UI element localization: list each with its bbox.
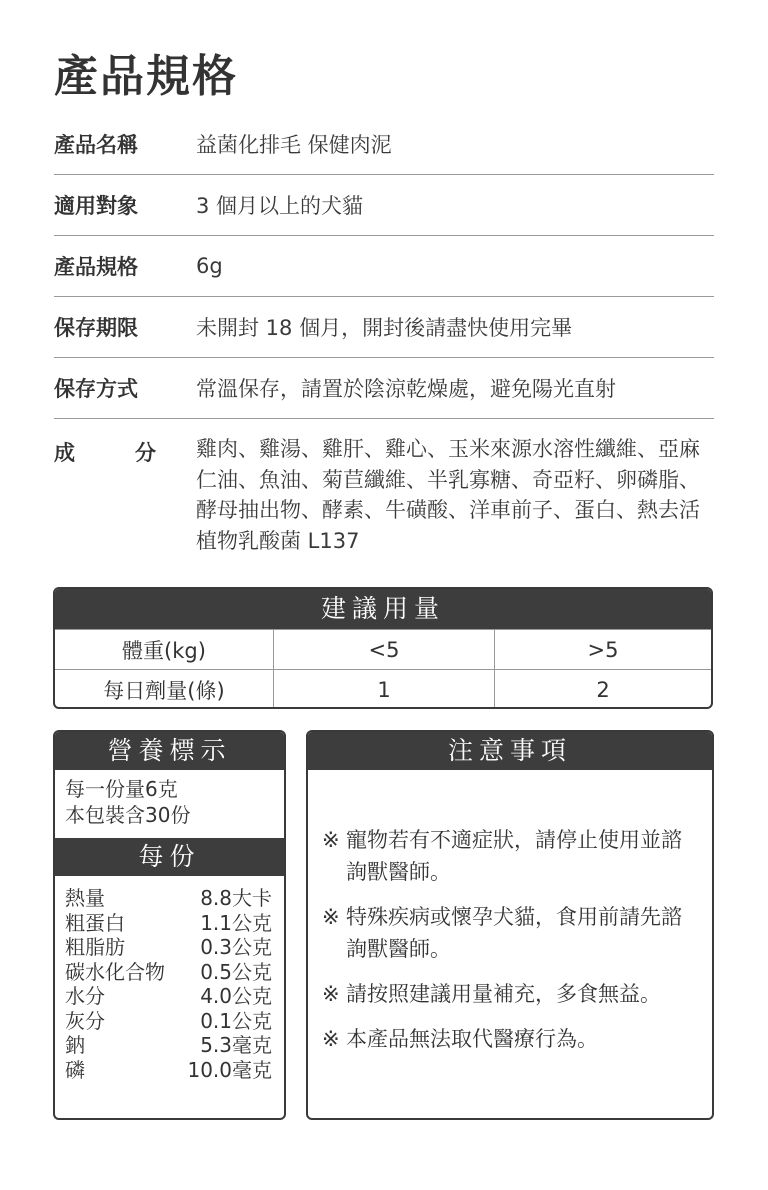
servings-per-pack: 本包裝含30份	[65, 803, 191, 827]
nutrient-value: 5.3毫克	[200, 1033, 272, 1057]
dosage-row-label: 每日劑量(條)	[55, 670, 274, 710]
ingredients-label-char: 分	[135, 441, 156, 465]
reference-mark-icon: ※	[322, 828, 340, 852]
list-item	[65, 886, 272, 911]
nutrient-name: 灰分	[65, 1008, 105, 1033]
notes-list	[308, 770, 712, 1055]
serving-info	[55, 770, 284, 838]
spec-label: 適用對象	[54, 194, 138, 218]
reference-mark-icon: ※	[322, 982, 340, 1006]
ingredients-label-char: 成	[54, 441, 75, 465]
list-item	[322, 824, 702, 888]
spec-label: 產品規格	[54, 255, 138, 279]
nutrient-name: 水分	[65, 984, 105, 1008]
nutrition-header: 營養標示	[55, 732, 284, 770]
notes-header: 注意事項	[308, 732, 712, 770]
table-row	[55, 630, 711, 670]
nutrient-value: 1.1公克	[200, 910, 272, 935]
list-item	[65, 1033, 272, 1058]
nutrient-name: 粗脂肪	[65, 935, 125, 959]
nutrient-name: 熱量	[65, 886, 105, 910]
table-row	[55, 670, 711, 710]
spec-label: 產品名稱	[54, 133, 138, 157]
spec-value: 益菌化排毛 保健肉泥	[196, 133, 392, 157]
nutrient-value: 0.1公克	[200, 1008, 272, 1033]
list-item	[322, 978, 702, 1010]
dosage-table	[53, 587, 713, 709]
nutrient-value: 0.5公克	[200, 959, 272, 984]
spec-row-size	[54, 236, 714, 297]
nutrient-value: 8.8大卡	[200, 886, 272, 910]
dosage-header: 建議用量	[55, 589, 711, 629]
dosage-row-label: 體重(kg)	[55, 630, 274, 670]
reference-mark-icon: ※	[322, 905, 340, 929]
list-item	[65, 1009, 272, 1034]
note-text: 請按照建議用量補充，多食無益。	[346, 982, 661, 1006]
nutrient-name: 粗蛋白	[65, 910, 125, 935]
dosage-cell: <5	[274, 630, 495, 670]
nutrient-value: 0.3公克	[200, 935, 272, 959]
spec-row-product-name	[54, 114, 714, 175]
note-text: 特殊疾病或懷孕犬貓，食用前請先諮詢獸醫師。	[346, 905, 682, 961]
nutrient-name: 磷	[65, 1057, 85, 1082]
nutrient-name: 碳水化合物	[65, 959, 165, 984]
list-item	[322, 1023, 702, 1055]
spec-label: 保存方式	[54, 377, 138, 401]
spec-row-storage	[54, 358, 714, 419]
nutrition-panel	[53, 730, 286, 1120]
list-item	[322, 901, 702, 965]
note-text: 寵物若有不適症狀，請停止使用並諮詢獸醫師。	[346, 828, 682, 884]
list-item	[65, 911, 272, 936]
spec-value: 6g	[196, 254, 223, 278]
dosage-grid	[55, 629, 711, 709]
reference-mark-icon: ※	[322, 1027, 340, 1051]
spec-value: 3 個月以上的犬貓	[196, 194, 364, 218]
spec-value: 未開封 18 個月，開封後請盡快使用完畢	[196, 316, 573, 340]
notes-panel	[306, 730, 714, 1120]
nutrient-name: 鈉	[65, 1033, 85, 1057]
nutrient-value: 10.0毫克	[187, 1057, 272, 1082]
dosage-cell: >5	[495, 630, 712, 670]
ingredients-value: 雞肉、雞湯、雞肝、雞心、玉米來源水溶性纖維、亞麻仁油、魚油、菊苣纖維、半乳寡糖、奇亞籽、卵磷脂、酵母抽出物、酵素、牛磺酸、洋車前子、蛋白、熱去活植物乳酸菌 L137	[196, 437, 700, 553]
dosage-cell: 2	[495, 670, 712, 710]
list-item	[65, 935, 272, 960]
list-item	[65, 960, 272, 985]
dosage-cell: 1	[274, 670, 495, 710]
spec-label	[54, 437, 156, 467]
serving-size: 每一份量6克	[65, 777, 178, 801]
list-item	[65, 1058, 272, 1083]
note-text: 本產品無法取代醫療行為。	[346, 1027, 598, 1051]
spec-row-shelf-life	[54, 297, 714, 358]
list-item	[65, 984, 272, 1009]
nutrient-value: 4.0公克	[200, 984, 272, 1008]
spec-label: 保存期限	[54, 316, 138, 340]
spec-row-target	[54, 175, 714, 236]
spec-row-ingredients	[54, 419, 714, 556]
page-title: 產品規格	[54, 51, 238, 102]
per-serving-header: 每份	[55, 838, 284, 876]
nutrient-list	[55, 876, 284, 1082]
spec-value: 常溫保存，請置於陰涼乾燥處，避免陽光直射	[196, 377, 616, 401]
spec-table	[54, 114, 714, 556]
